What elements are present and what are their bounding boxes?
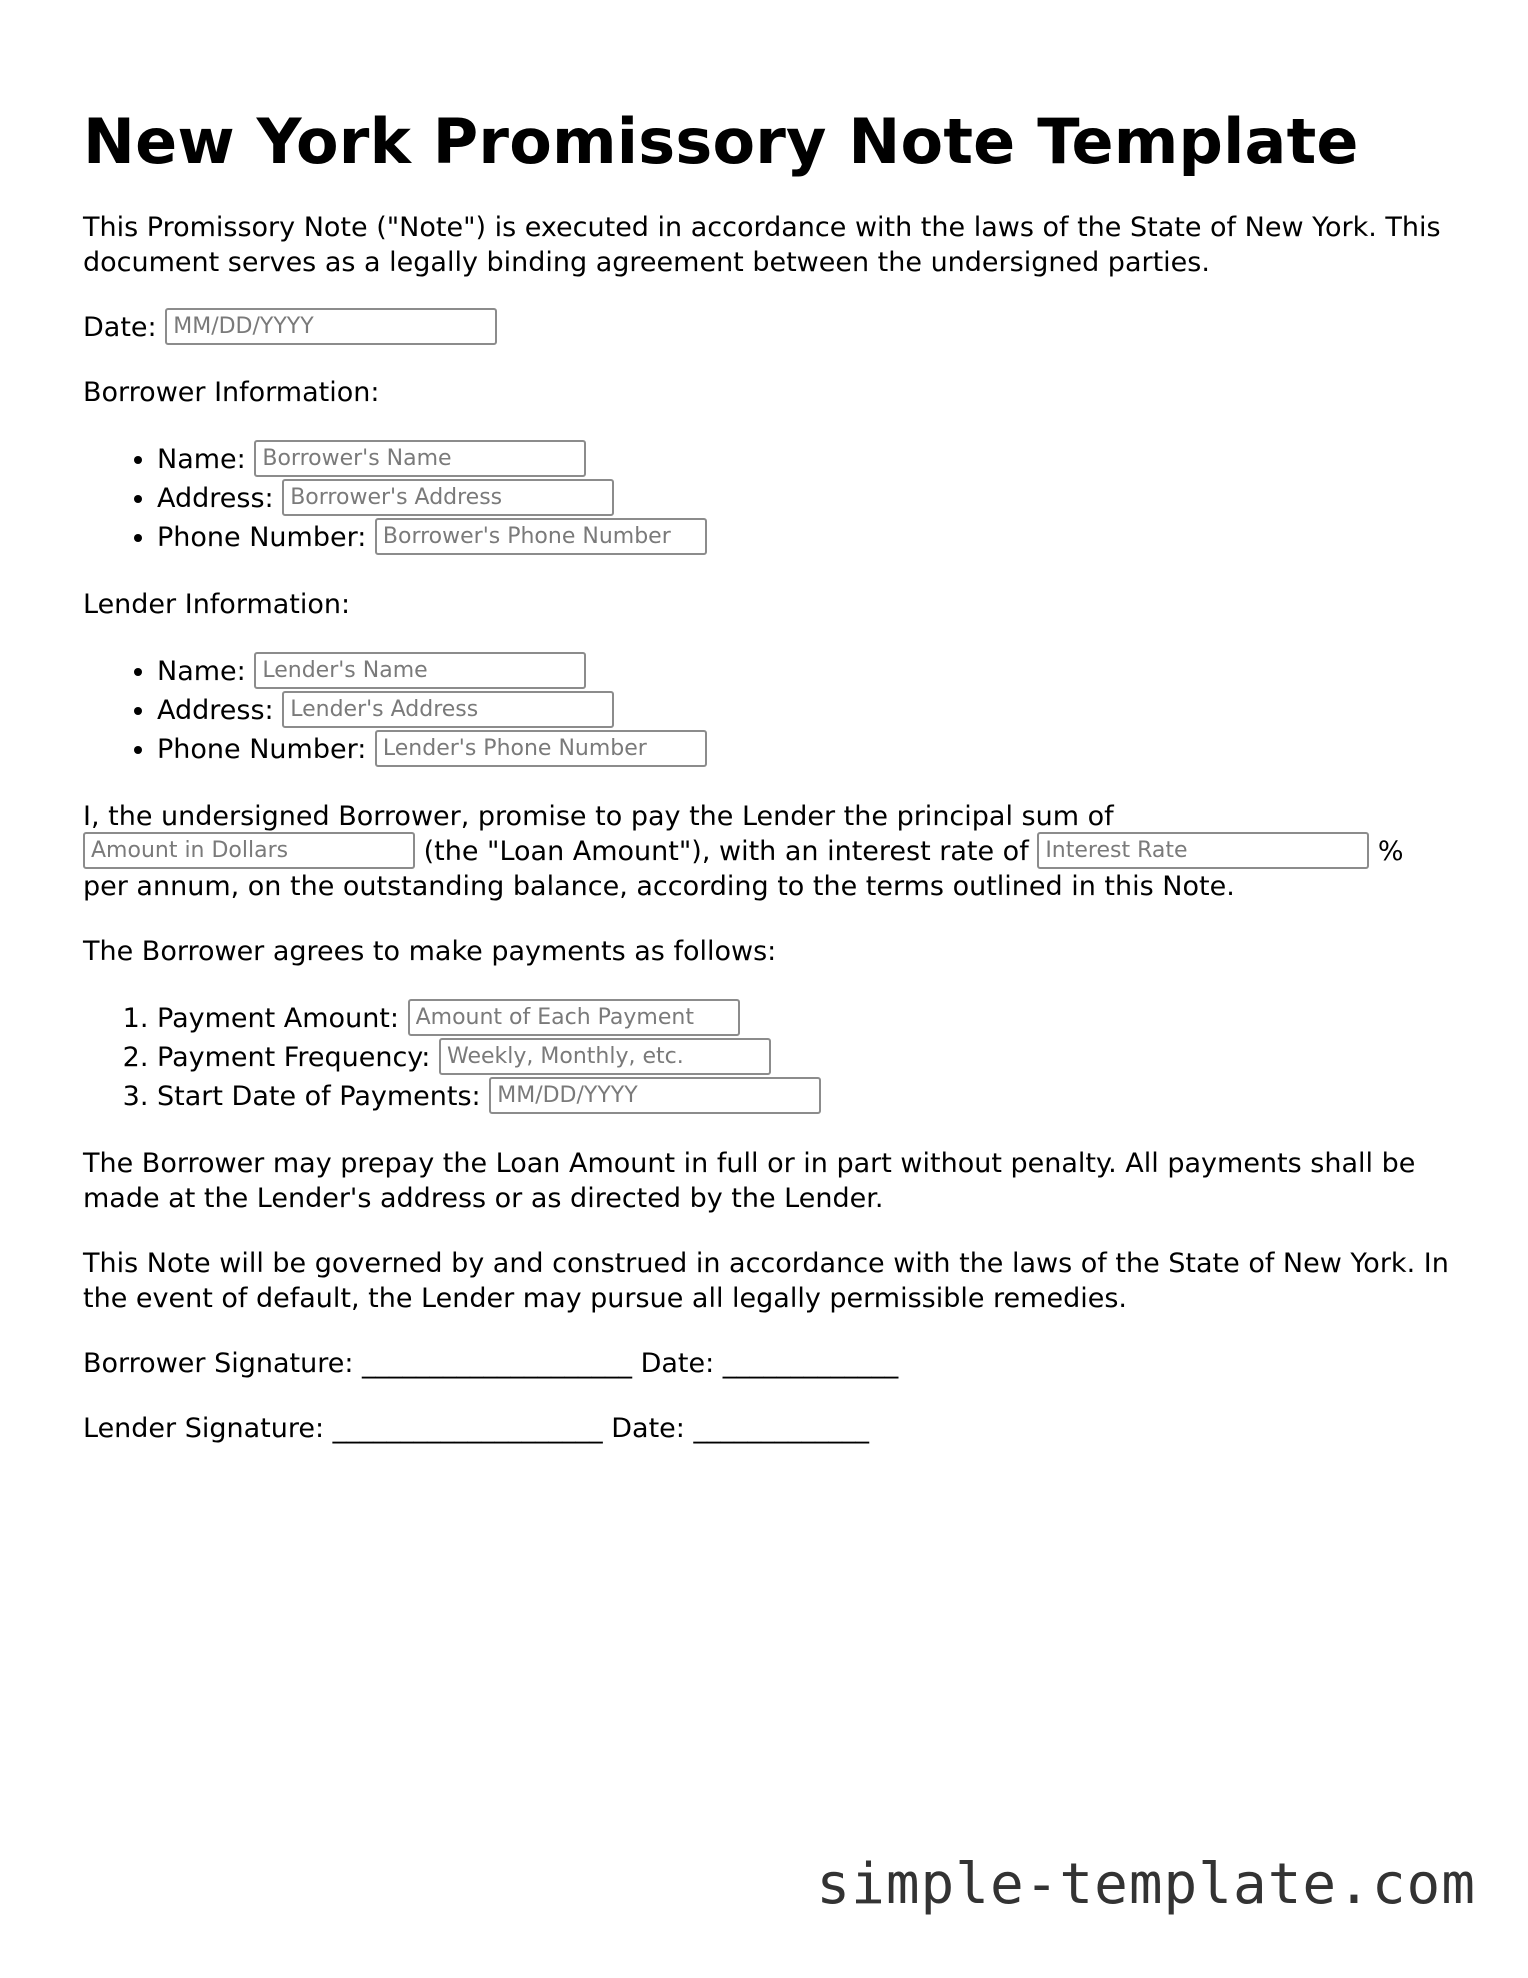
list-item (157, 440, 1453, 479)
lender-name-label: Name: (157, 656, 246, 687)
borrower-address-label: Address: (157, 483, 274, 514)
borrower-info-list (83, 440, 1453, 557)
payment-start-date-field[interactable] (489, 1077, 821, 1114)
list-item (157, 1077, 1453, 1116)
lender-address-label: Address: (157, 695, 274, 726)
payment-amount-field[interactable] (408, 999, 740, 1036)
list-item (157, 518, 1453, 557)
lender-name-field[interactable] (254, 652, 586, 689)
date-row (83, 310, 1453, 345)
date-field[interactable] (165, 308, 497, 345)
lender-phone-label: Phone Number: (157, 734, 367, 765)
prepay-paragraph: The Borrower may prepay the Loan Amount in full or in part without penalty. All payments shall be made at the Lender's address or as directed by the Lender. (83, 1148, 1416, 1214)
list-item (157, 652, 1453, 691)
payment-terms-list (83, 999, 1453, 1116)
document-page (83, 96, 1453, 1446)
date-label: Date: (83, 312, 157, 343)
borrower-name-label: Name: (157, 444, 246, 475)
list-item (157, 691, 1453, 730)
lender-address-field[interactable] (282, 691, 614, 728)
promise-paragraph (83, 799, 1453, 904)
interest-rate-field[interactable] (1037, 832, 1369, 869)
list-item (157, 1038, 1453, 1077)
payment-frequency-label: Payment Frequency: (157, 1042, 431, 1073)
promise-text-2: (the "Loan Amount"), with an interest rate of (423, 836, 1029, 867)
promise-text-1: I, the undersigned Borrower, promise to pay the Lender the principal sum of (83, 801, 1114, 832)
lender-phone-field[interactable] (375, 730, 707, 767)
borrower-phone-field[interactable] (375, 518, 707, 555)
payment-frequency-field[interactable] (439, 1038, 771, 1075)
payment-start-label: Start Date of Payments: (157, 1081, 481, 1112)
lender-info-list (83, 652, 1453, 769)
payments-heading: The Borrower agrees to make payments as follows: (83, 936, 777, 967)
borrower-signature-line: Borrower Signature: ____________________ Date: _____________ (83, 1348, 899, 1379)
borrower-phone-label: Phone Number: (157, 522, 367, 553)
list-item (157, 479, 1453, 518)
page-title: New York Promissory Note Template (83, 105, 1359, 178)
lender-signature-line: Lender Signature: ____________________ Date: _____________ (83, 1413, 869, 1444)
intro-paragraph: This Promissory Note ("Note") is executed in accordance with the laws of the State of New York. This document serves as a legally binding agreement between the undersigned parties. (83, 212, 1441, 278)
borrower-address-field[interactable] (282, 479, 614, 516)
governing-law-paragraph: This Note will be governed by and construed in accordance with the laws of the State of New York. In the event of default, the Lender may pursue all legally permissible remedies. (83, 1248, 1449, 1314)
lender-heading: Lender Information: (83, 589, 351, 620)
site-watermark: simple-template.com (816, 1852, 1476, 1917)
loan-amount-field[interactable] (83, 832, 415, 869)
payment-amount-label: Payment Amount: (157, 1003, 399, 1034)
borrower-name-field[interactable] (254, 440, 586, 477)
list-item (157, 999, 1453, 1038)
borrower-heading: Borrower Information: (83, 377, 380, 408)
promise-text-3: % per annum, on the outstanding balance, according to the terms outlined in this Note. (83, 836, 1404, 902)
list-item (157, 730, 1453, 769)
